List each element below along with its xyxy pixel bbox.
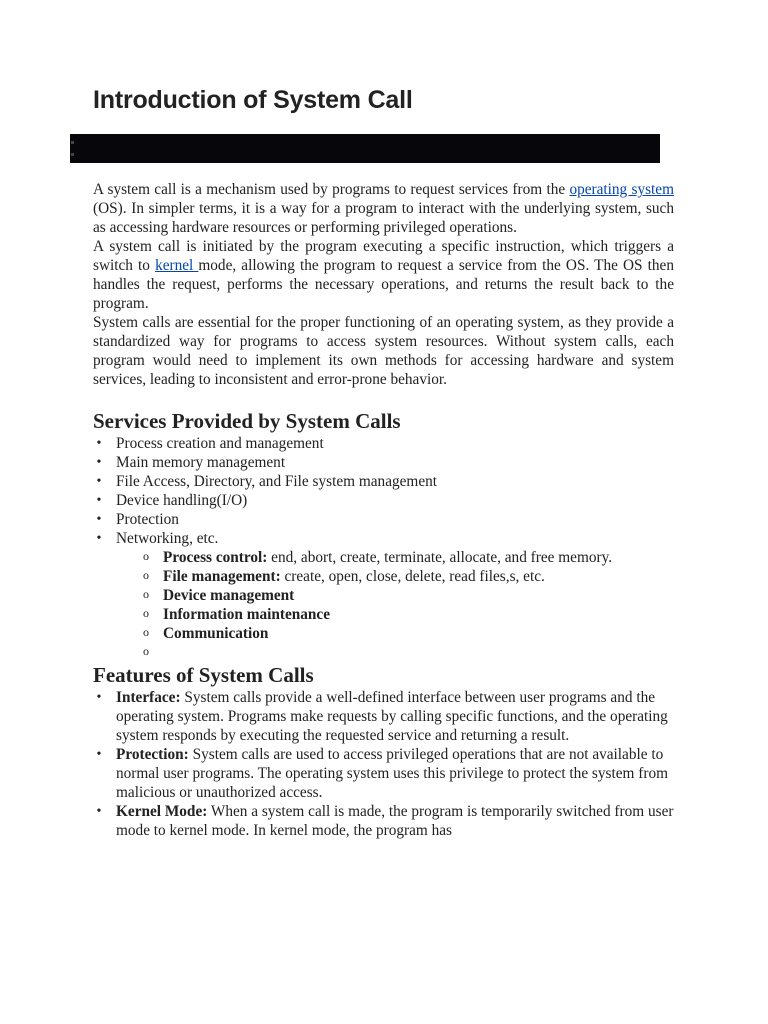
feature-text: When a system call is made, the program is temporarily switched from user mode to kernel mode. In kernel mode, the program has xyxy=(116,803,674,839)
operating-system-link[interactable]: operating system xyxy=(569,181,674,198)
sub-item-label: Process control: xyxy=(163,549,268,566)
services-list xyxy=(93,434,674,548)
sub-item-label: Device management xyxy=(163,587,295,604)
feature-text: System calls are used to access privileged operations that are not available to normal user programs. The operating system uses this privilege to protect the system from malicious or unauthorized access. xyxy=(116,746,668,801)
sub-item-text: create, open, close, delete, read files,s, etc. xyxy=(280,568,545,585)
intro-text: A system call is initiated by the program executing a specific instruction, which triggers a switch to xyxy=(93,238,674,274)
sub-item-label: Information maintenance xyxy=(163,606,330,623)
sub-list-item xyxy=(163,624,674,643)
sub-list-item xyxy=(163,548,674,567)
list-item xyxy=(116,802,674,840)
intro-text: mode, allowing the program to request a service from the OS. The OS then handles the request, performs the necessary operations, and returns the result back to the program. xyxy=(93,257,674,312)
list-item: • Main memory management xyxy=(116,453,674,472)
feature-label: Interface: xyxy=(116,689,181,706)
sub-item-label: File management: xyxy=(163,568,281,585)
list-item: • Process creation and management xyxy=(116,434,674,453)
intro-paragraph-1 xyxy=(93,180,674,237)
black-banner xyxy=(70,134,660,163)
intro-text: (OS). In simpler terms, it is a way for a program to interact with the underlying system, such as accessing hardware resources or performing privileged operations. xyxy=(93,200,674,236)
list-item: • File Access, Directory, and File system management xyxy=(116,472,674,491)
services-sub-list xyxy=(93,548,674,662)
intro-paragraph-2 xyxy=(93,237,674,313)
feature-label: Protection: xyxy=(116,746,189,763)
sub-list-item xyxy=(163,605,674,624)
kernel-link[interactable]: kernel xyxy=(155,257,199,274)
list-item: • Device handling(I/O) xyxy=(116,491,674,510)
sub-item-text: end, abort, create, terminate, allocate, and free memory. xyxy=(267,549,613,566)
services-heading: Services Provided by System Calls xyxy=(93,409,401,433)
article-body xyxy=(93,180,674,840)
features-list xyxy=(93,688,674,840)
intro-paragraph-3: System calls are essential for the proper functioning of an operating system, as they provide a standardized way for programs to access system resources. Without system calls, each program would need to implement its own methods for accessing hardware and system services, leading to inconsistent and error-prone behavior. xyxy=(93,314,674,388)
feature-text: System calls provide a well-defined interface between user programs and the operating system. Programs make requests by calling specific functions, and the operating system responds by executing the requested service and returning a result. xyxy=(116,689,668,744)
list-item xyxy=(116,745,674,802)
banner-dot xyxy=(71,141,74,144)
features-heading: Features of System Calls xyxy=(93,663,314,687)
list-item xyxy=(116,688,674,745)
list-item: • Networking, etc. xyxy=(116,529,674,548)
intro-text: A system call is a mechanism used by programs to request services from the xyxy=(93,181,570,198)
page-title: Introduction of System Call xyxy=(93,86,413,114)
empty-sub-list-item xyxy=(163,643,674,662)
sub-list-item xyxy=(163,567,674,586)
sub-item-label: Communication xyxy=(163,625,269,642)
list-item: • Protection xyxy=(116,510,674,529)
feature-label: Kernel Mode: xyxy=(116,803,208,820)
banner-dot xyxy=(71,153,74,156)
sub-list-item xyxy=(163,586,674,605)
